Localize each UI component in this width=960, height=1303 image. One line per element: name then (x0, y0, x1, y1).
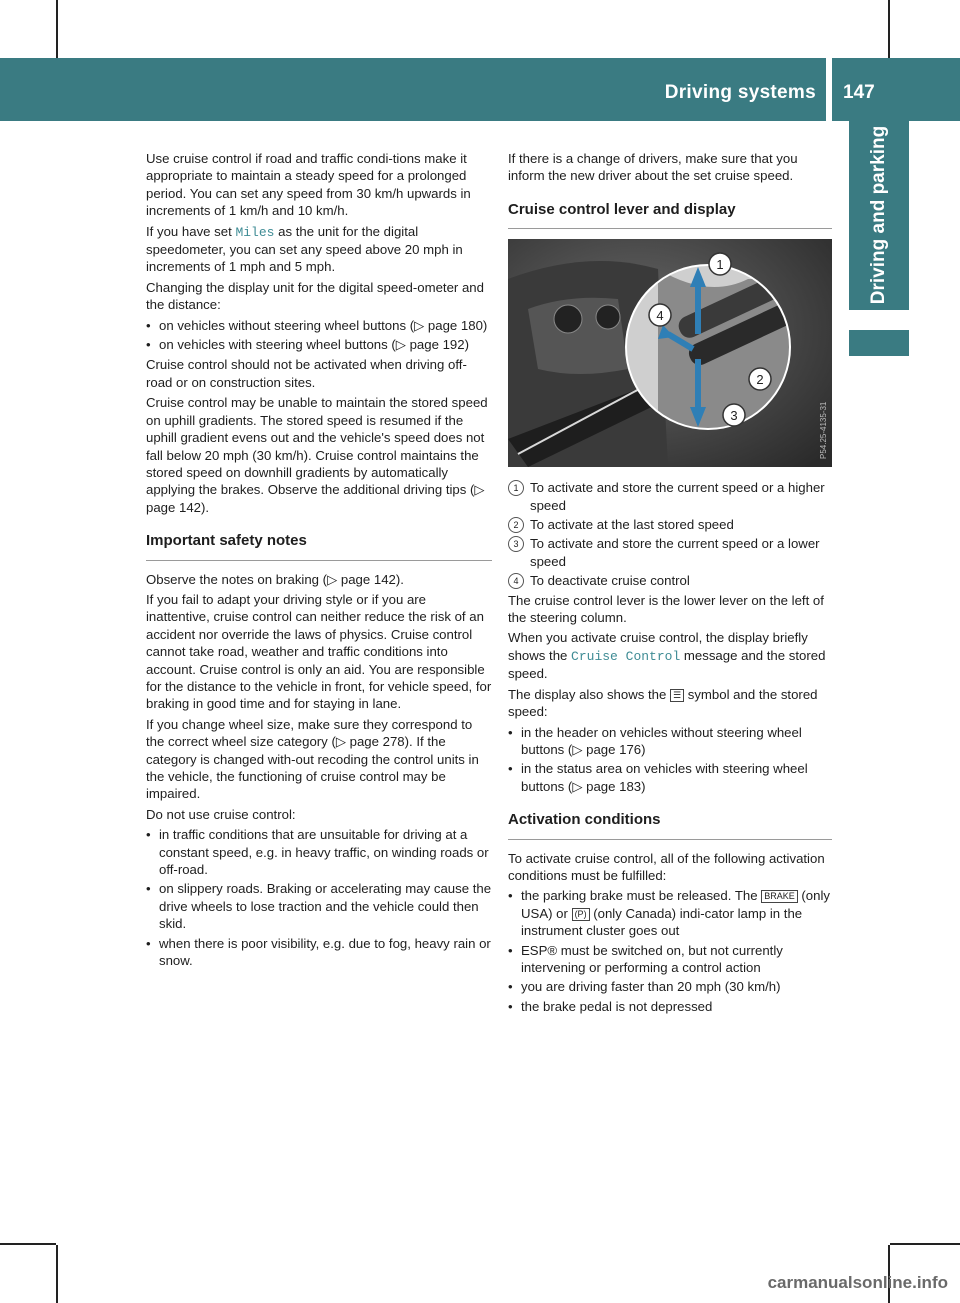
list-item: • on slippery roads. Braking or accelerating may cause the drive wheels to lose traction and the vehicle could then skid. (146, 880, 492, 932)
bullet-list (146, 826, 492, 969)
chapter-tab (849, 120, 909, 310)
text: If you have set (146, 223, 236, 239)
text: When you activate cruise control, the display briefly shows the (508, 630, 808, 663)
bullet-list (508, 887, 832, 1015)
heading-lever-display: Cruise control lever and display (508, 201, 832, 229)
page-number: 147 (843, 82, 875, 103)
crop-mark (890, 1243, 960, 1245)
text: as the unit for the digital speedometer, you can set any speed above 20 mph in increments of 1 mph and 5 mph. (146, 223, 463, 275)
text: The display also shows the (508, 686, 670, 702)
chapter-marker (849, 330, 909, 356)
text: symbol and the stored speed: (508, 686, 818, 720)
heading-safety-notes: Important safety notes (146, 532, 492, 560)
paragraph: The cruise control lever is the lower lever on the left of the steering column. (508, 592, 824, 626)
paragraph: If you fail to adapt your driving style or if you are inattentive, cruise control can neither reduce the risk of an accident nor override the laws of physics. Cruise control cannot take road, weather and traffic conditions into account. Cruise control is only an aid. You are responsible for the distance to the vehicle in front, for vehicle speed, for braking in good time and for staying in lane. (146, 591, 492, 712)
text: the parking brake must be released. The (521, 888, 762, 904)
list-item: • ESP® must be switched on, but not currently intervening or performing a control action (508, 942, 832, 977)
paragraph: If there is a change of drivers, make sure that you inform the new driver about the set cruise speed. (508, 151, 798, 184)
display-message-miles: Miles (235, 224, 275, 240)
display-message-cruise-control: Cruise Control (571, 648, 681, 664)
lever-illustration (508, 239, 832, 467)
legend-item (508, 535, 832, 570)
paragraph: Use cruise control if road and traffic condi-tions make it appropriate to maintain a steady speed for a prolonged period. You can set any speed from 30 km/h upwards in increments of 1 km/h and 10 km/h. (146, 151, 471, 219)
list-item: • when there is poor visibility, e.g. due to fog, heavy rain or snow. (146, 935, 492, 970)
legend-item (508, 516, 832, 533)
brake-warning-canada-icon: (P) (572, 908, 590, 921)
legend-number: 4 (508, 573, 524, 589)
paragraph: Observe the notes on braking (▷ page 142). (146, 571, 404, 587)
page-header (0, 58, 960, 121)
paragraph (508, 629, 832, 682)
left-column (146, 150, 492, 972)
list-item[interactable]: • in the header on vehicles without steering wheel buttons (▷ page 176) (508, 724, 832, 759)
footer-watermark[interactable]: carmanualsonline.info (767, 1273, 948, 1292)
paragraph (146, 223, 492, 276)
legend-text: To activate and store the current speed or a higher speed (530, 480, 825, 513)
crop-mark (56, 0, 58, 58)
heading-activation-conditions: Activation conditions (508, 811, 832, 839)
paragraph: Cruise control should not be activated when driving off-road or on construction sites. (146, 357, 467, 390)
section-title: Driving systems (664, 82, 816, 103)
list-item: • the brake pedal is not depressed (508, 998, 832, 1015)
paragraph: Do not use cruise control: (146, 806, 296, 822)
legend-text: To activate at the last stored speed (530, 517, 734, 533)
crop-mark (888, 0, 890, 58)
list-item (508, 887, 832, 939)
paragraph (508, 686, 832, 721)
bullet-list (146, 317, 492, 354)
legend-number: 2 (508, 517, 524, 533)
text: (only USA) or (521, 888, 830, 921)
chapter-tab-label: Driving and parking (868, 125, 889, 305)
svg-text:1: 1 (716, 257, 724, 273)
paragraph: Changing the display unit for the digital speed-ometer and the distance: (146, 279, 484, 313)
crop-mark (56, 1245, 58, 1303)
list-item[interactable]: • on vehicles with steering wheel buttons (▷ page 192) (146, 336, 492, 353)
paragraph: If you change wheel size, make sure they correspond to the correct wheel size category (▷ page 278). If the category is changed with-out recoding the control units in the vehicle, the functioning of cruise control may be impaired. (146, 716, 479, 802)
cruise-control-icon: ☰ (670, 689, 684, 702)
text: message and the stored speed. (508, 647, 826, 682)
figure-code: P54.25-4135-31 (819, 401, 828, 460)
list-item[interactable]: • on vehicles without steering wheel buttons (▷ page 180) (146, 317, 492, 334)
svg-text:4: 4 (656, 308, 664, 324)
paragraph: Cruise control may be unable to maintain the stored speed on uphill gradients. The stored speed is resumed if the uphill gradient evens out and the vehicle's speed does not fall below 20 mph (30 km/h). Cruise control maintains the stored speed on downhill gradients by automatically applying the brakes. Observe the additional driving tips (▷ page 142). (146, 395, 488, 515)
list-item[interactable]: • in the status area on vehicles with steering wheel buttons (▷ page 183) (508, 760, 832, 795)
legend-item (508, 479, 832, 514)
text: (only Canada) indi-cator lamp in the instrument cluster goes out (521, 905, 803, 939)
paragraph: To activate cruise control, all of the following activation conditions must be fulfilled: (508, 850, 825, 883)
right-column (508, 150, 832, 1018)
legend-text: To activate and store the current speed or a lower speed (530, 536, 820, 569)
list-item: • you are driving faster than 20 mph (30 km/h) (508, 978, 832, 995)
legend-item (508, 572, 832, 589)
crop-mark (0, 1243, 56, 1245)
cruise-control-lever-figure (508, 239, 832, 467)
legend-number: 1 (508, 480, 524, 496)
brake-warning-usa-icon: BRAKE (761, 890, 798, 903)
svg-text:2: 2 (756, 372, 764, 388)
legend-text: To deactivate cruise control (530, 573, 690, 589)
bullet-list (508, 724, 832, 796)
list-item: • in traffic conditions that are unsuitable for driving at a constant speed, e.g. in heavy traffic, on winding roads or off-road. (146, 826, 492, 878)
svg-text:3: 3 (730, 408, 738, 424)
legend-number: 3 (508, 536, 524, 552)
